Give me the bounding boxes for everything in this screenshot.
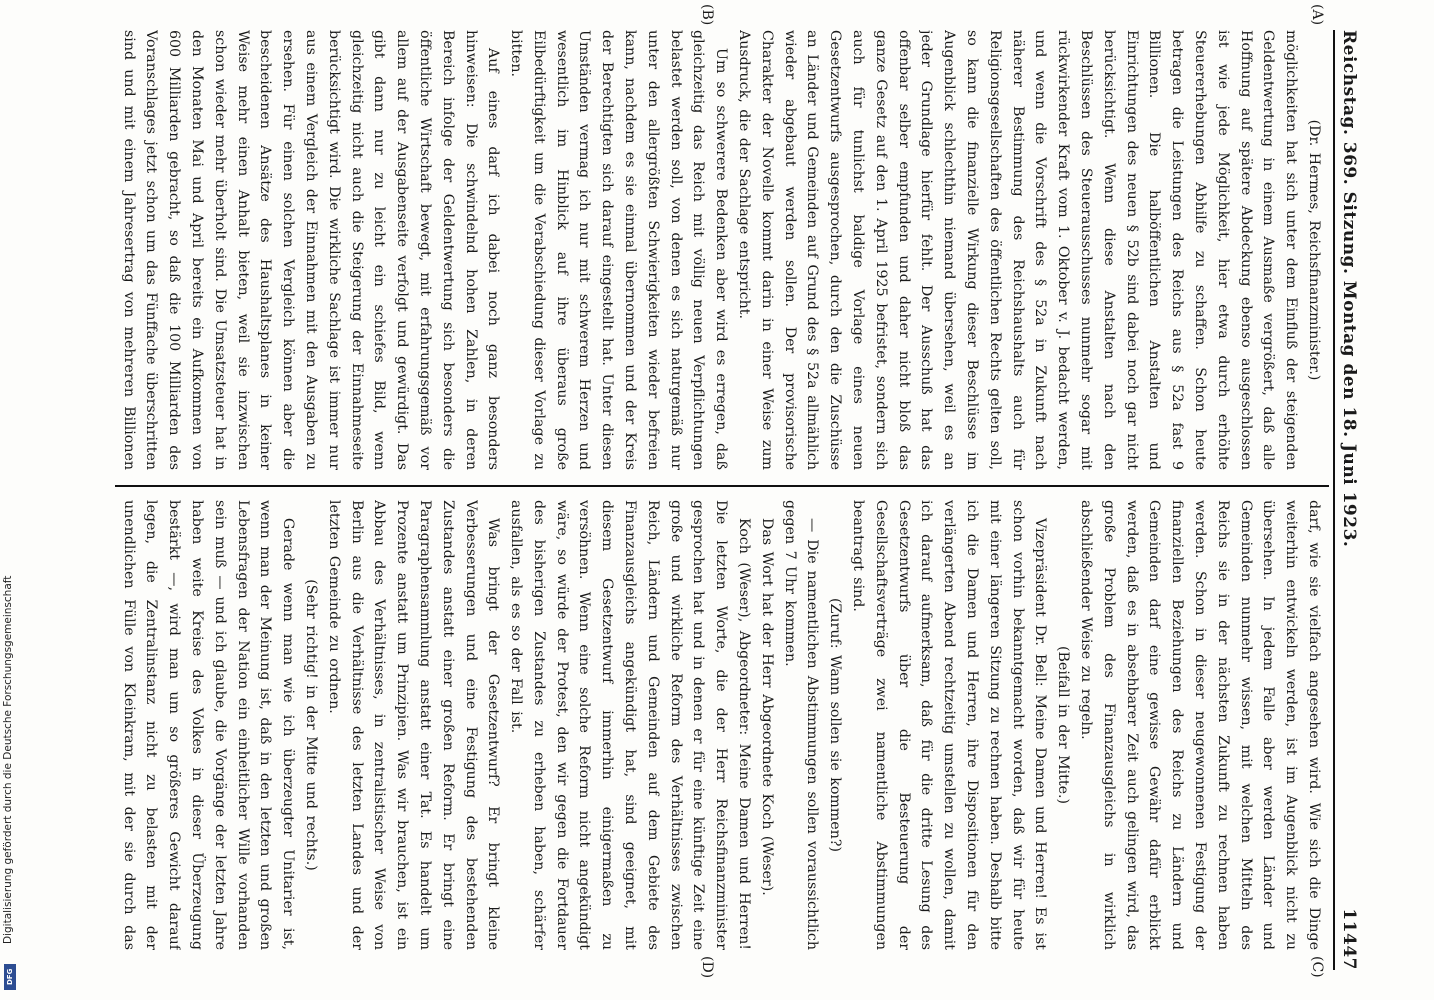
margin-marker-a: (A) [1309, 4, 1325, 26]
interjection: (Zuruf: Wann sollen sie kommen?) [827, 598, 844, 852]
header-title: Reichstag. 369. Sitzung. Montag den 18. Juni 1923. [1339, 30, 1359, 548]
speaker-attribution: (Dr. Hermes, Reichsfinanzminister.) [1306, 119, 1322, 381]
paragraph: möglichkeiten hat sich unter dem Einfluß der steigenden Geldentwertung in einem Ausmaße vergrößert, daß alle Hoffnung auf spätere Abdeckung ebenso ausgeschlossen ist wie jede Möglichkeit, hier etwa durch erhöhte Steuererhebungen Abhilfe zu schaffen. Schon heute betragen die Leistungen des Reichs aus § 52a fast 9 Billionen. Die halböffentlichen Anstalten und Einrichtungen des neuen § 52b sind dabei noch gar nicht berücksichtigt. Wenn diese Anstalten nach den Beschlüssen des Steuerausschusses nunmehr sogar mit rückwirkender Kraft vom 1. Oktober v. J. bedacht werden, und wenn die Vorschrift des § 52a in Zukunft nach näherer Bestimmung des Reichshaushalts auch für Religionsgesellschaften des öffentlichen Rechts gelten soll, so kann die finanzielle Wirkung dieser Beschlüsse im Augenblick schlechthin niemand übersehen, weil es an jeder Grundlage hierfür fehlt. Der Ausschuß hat das offenbar selber empfunden und daher nicht bloß das ganze Gesetz auf den 1. April 1925 befristet, sondern sich auch für tunlichst baldige Vorlage eines neuen Gesetzentwurfs ausgesprochen, durch den die Zuschüsse an Länder und Gemeinden auf Grund des § 52a allmählich wieder abgebaut werden sollen. Der provisorische Charakter der Novelle kommt darin in einer Weise zum Ausdruck, die der Sachlage entspricht. [736, 30, 1300, 470]
margin-marker-b: (B) [699, 4, 715, 26]
paragraph: Koch (Weser), Abgeordneter: Meine Damen und Herren! Die letzten Worte, die der Herr Reichsfinanzminister gesprochen hat und in denen er für eine künftige Zeit eine große und wirkliche Reform des Verhältnisses zwischen Reich, Ländern und Gemeinden auf dem Gebiete des Finanzausgleichs angekündigt hat, sind geeignet, mit diesem Gesetzentwurf immerhin einigermaßen zu versöhnen. Wenn eine solche Reform nicht angekündigt wäre, so würde der Protest, den wir gegen die Fortdauer des bisherigen Zustandes zu erheben haben, schärfer ausfallen, als es so der Fall ist. [508, 500, 753, 950]
right-text-column [115, 500, 1325, 950]
interjection: (Sehr richtig! in der Mitte und rechts.) [302, 579, 319, 871]
paragraph: Das Wort hat der Herr Abgeordnete Koch (Weser). [758, 518, 775, 896]
paragraph: — Die namentlichen Abstimmungen sollen voraussichtlich gegen 7 Uhr kommen. [781, 500, 821, 950]
dfg-logo-icon: DFG [4, 964, 16, 990]
paragraph: Was bringt der Gesetzentwurf? Er bringt kleine Verbesserungen und eine Festigung des bestehenden Zustandes anstatt einer großen Reform. Er bringt eine Paragraphensammlung anstatt einer Tat. Es handelt um Prozente anstatt um Prinzipien. Was wir brauchen, ist ein Abbau des Verhältnisses, in zentralistischer Weise von Berlin aus die Verhältnisse des letzten Landes und der letzten Gemeinde zu ordnen. [325, 500, 502, 950]
interjection: (Beifall in der Mitte.) [1055, 645, 1072, 805]
digitization-footer [2, 6, 16, 996]
paragraph: Gerade wenn man wie ich überzeugter Unitarier ist, wenn man der Meinung ist, daß in den letzten und großen Lebensfragen der Nation ein einheitlicher Wille vorhanden sein muß — und ich glaube, die Vorgänge der letzten Jahre haben weite Kreise des Volkes in dieser Überzeugung bestärkt —, wird man um so größeres Gewicht darauf legen, die Zentralinstanz nicht zu belasten mit der unendlichen Fülle von Kleinkram, mit der sie durch das [120, 500, 297, 950]
paragraph: Auf eines darf ich dabei noch ganz besonders hinweisen: Die schwindelnd hohen Zahlen, in deren Bereich infolge der Geldentwertung sich besonders die öffentliche Wirtschaft bewegt, mit erfahrungsgemäß vor allem auf der Ausgabenseite verfolgt und gewürdigt. Das gibt dann nur zu leicht ein schiefes Bild, wenn gleichzeitig nicht auch die Steigerung der Einnahmeseite berücksichtigt wird. Die wirkliche Sachlage ist immer nur aus einem Vergleich der Einnahmen mit den Ausgaben zu ersehen. Für einen solchen Vergleich können aber die bescheidenen Ansätze des Haushaltsplanes in keiner Weise mehr einen Anhalt bieten, weil sie inzwischen schon wieder mehr überholt sind. Die Umsatzsteuer hat in den Monaten Mai und April bereits ein Aufkommen von 600 Milliarden gebracht, so daß die 100 Milliarden des Voranschlages jetzt schon um das Fünffache überschritten sind und mit einem Jahresertrag von mehreren Billionen [120, 30, 502, 470]
margin-marker-c: (C) [1309, 956, 1325, 978]
page-header [1335, 30, 1359, 970]
rotated-page-content [75, 0, 1365, 1000]
page-number: 11447 [1339, 908, 1359, 970]
funding-credit: Digitalisierung gefördert durch die Deutsche Forschungsgemeinschaft [2, 575, 14, 944]
column-divider [115, 485, 1329, 487]
paragraph: Um so schwerere Bedenken aber wird es erregen, daß gleichzeitig das Reich mit völlig neuen Verpflichtungen belastet werden soll, von denen es sich naturgemäß nur unter den allergrößten Schwierigkeiten wieder befreien kann, nachdem es sie einmal übernommen und der Kreis der Berechtigten sich darauf eingestellt hat. Unter diesen Umständen vermag ich nur mit schwerem Herzen und wesentlich im Hinblick auf ihre überaus große Eilbedürftigkeit um die Verabschiedung dieser Vorlage zu bitten. [508, 30, 730, 470]
header-rule [1333, 30, 1335, 970]
left-text-column [115, 30, 1325, 470]
paragraph: darf, wie sie vielfach angesehen wird. Wie sich die Dinge weiterhin entwickeln werden, ist im Augenblick nicht zu übersehen. In jedem Falle aber werden Länder und Gemeinden nunmehr wissen, mit welchen Mitteln des Reichs sie in der nächsten Zukunft zu rechnen haben werden. Schon in dieser neugewonnenen Festigung der finanziellen Beziehungen des Reichs zu Ländern und Gemeinden darf eine gewisse Gewähr dafür erblickt werden, daß es in absehbarer Zeit auch gelingen wird, das große Problem des Finanzausgleichs in wirklich abschließender Weise zu regeln. [1078, 500, 1322, 950]
margin-marker-d: (D) [699, 956, 715, 979]
paragraph: Vizepräsident Dr. Bell: Meine Damen und Herren! Es ist schon vorhin bekanntgemacht worden, daß wir für heute mit einer längeren Sitzung zu rechnen haben. Deshalb bitte ich die Damen und Herren, ihre Dispositionen für den verlängerten Abend rechtzeitig umstellen zu wollen, damit ich darauf aufmerksam, daß für die dritte Lesung des Gesetzentwurfs über die Besteuerung der Gesellschaftsverträge zwei namentliche Abstimmungen beantragt sind. [850, 500, 1049, 950]
